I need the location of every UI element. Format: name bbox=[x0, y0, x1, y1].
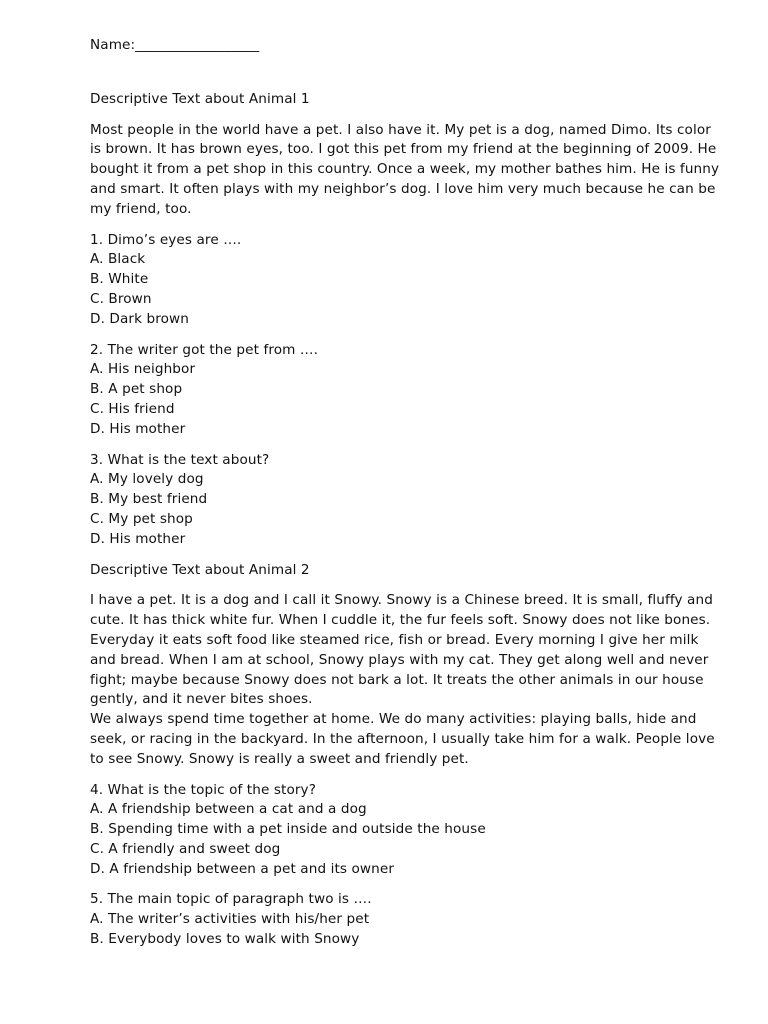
section-heading: Descriptive Text about Animal 2 bbox=[90, 561, 310, 578]
question-1 bbox=[90, 231, 720, 330]
answer-option: A. A friendship between a cat and a dog bbox=[90, 801, 367, 818]
answer-option: B. White bbox=[90, 271, 149, 288]
passage bbox=[90, 121, 720, 220]
answer-option: D. His mother bbox=[90, 530, 186, 547]
question-4 bbox=[90, 781, 720, 880]
answer-option: C. A friendly and sweet dog bbox=[90, 840, 281, 857]
answer-option: A. His neighbor bbox=[90, 361, 196, 378]
question-text: 3. What is the text about? bbox=[90, 451, 270, 468]
name-field-line: Name:__________________ bbox=[90, 37, 260, 53]
answer-option: B. My best friend bbox=[90, 491, 208, 508]
answer-option: B. Everybody loves to walk with Snowy bbox=[90, 931, 360, 948]
section-heading: Descriptive Text about Animal 1 bbox=[90, 90, 310, 107]
section-animal-1 bbox=[90, 90, 720, 550]
question-text: 1. Dimo’s eyes are …. bbox=[90, 231, 242, 248]
question-2 bbox=[90, 341, 720, 440]
passage bbox=[90, 591, 720, 769]
question-text: 4. What is the topic of the story? bbox=[90, 781, 317, 798]
answer-option: D. A friendship between a pet and its owner bbox=[90, 860, 395, 877]
answer-option: C. His friend bbox=[90, 400, 175, 417]
answer-option: B. Spending time with a pet inside and outside the house bbox=[90, 821, 486, 838]
answer-option: D. His mother bbox=[90, 420, 186, 437]
answer-option: A. Black bbox=[90, 251, 146, 268]
question-text: 5. The main topic of paragraph two is …. bbox=[90, 891, 372, 908]
question-3 bbox=[90, 451, 720, 550]
answer-option: C. Brown bbox=[90, 290, 152, 307]
answer-option: B. A pet shop bbox=[90, 381, 183, 398]
question-5 bbox=[90, 890, 720, 949]
answer-option: A. My lovely dog bbox=[90, 471, 204, 488]
answer-option: D. Dark brown bbox=[90, 310, 189, 327]
question-text: 2. The writer got the pet from …. bbox=[90, 341, 319, 358]
answer-option: A. The writer’s activities with his/her pet bbox=[90, 911, 370, 928]
worksheet-page bbox=[90, 36, 720, 961]
passage-paragraph: I have a pet. It is a dog and I call it Snowy. Snowy is a Chinese breed. It is small, fluffy and cute. It has thick white fur. When I cuddle it, the fur feels soft. Snowy does not like bones. Everyday it eats soft food like steamed rice, fish or bread. Every morning I give her milk and bread. When I am at school, Snowy plays with my cat. They get along well and never fight; maybe because Snowy does not bark a lot. It treats the other animals in our house gently, and it never bites shoes. bbox=[90, 592, 713, 708]
passage-paragraph: Most people in the world have a pet. I also have it. My pet is a dog, named Dimo. Its color is brown. It has brown eyes, too. I got this pet from my friend at the beginning of 2009. He bought it from a pet shop in this country. Once a week, my mother bathes him. He is funny and smart. It often plays with my neighbor’s dog. I love him very much because he can be my friend, too. bbox=[90, 121, 720, 217]
passage-paragraph: We always spend time together at home. We do many activities: playing balls, hide and seek, or racing in the backyard. In the afternoon, I usually take him for a walk. People love to see Snowy. Snowy is really a sweet and friendly pet. bbox=[90, 711, 715, 767]
section-animal-2 bbox=[90, 561, 720, 950]
answer-option: C. My pet shop bbox=[90, 510, 193, 527]
